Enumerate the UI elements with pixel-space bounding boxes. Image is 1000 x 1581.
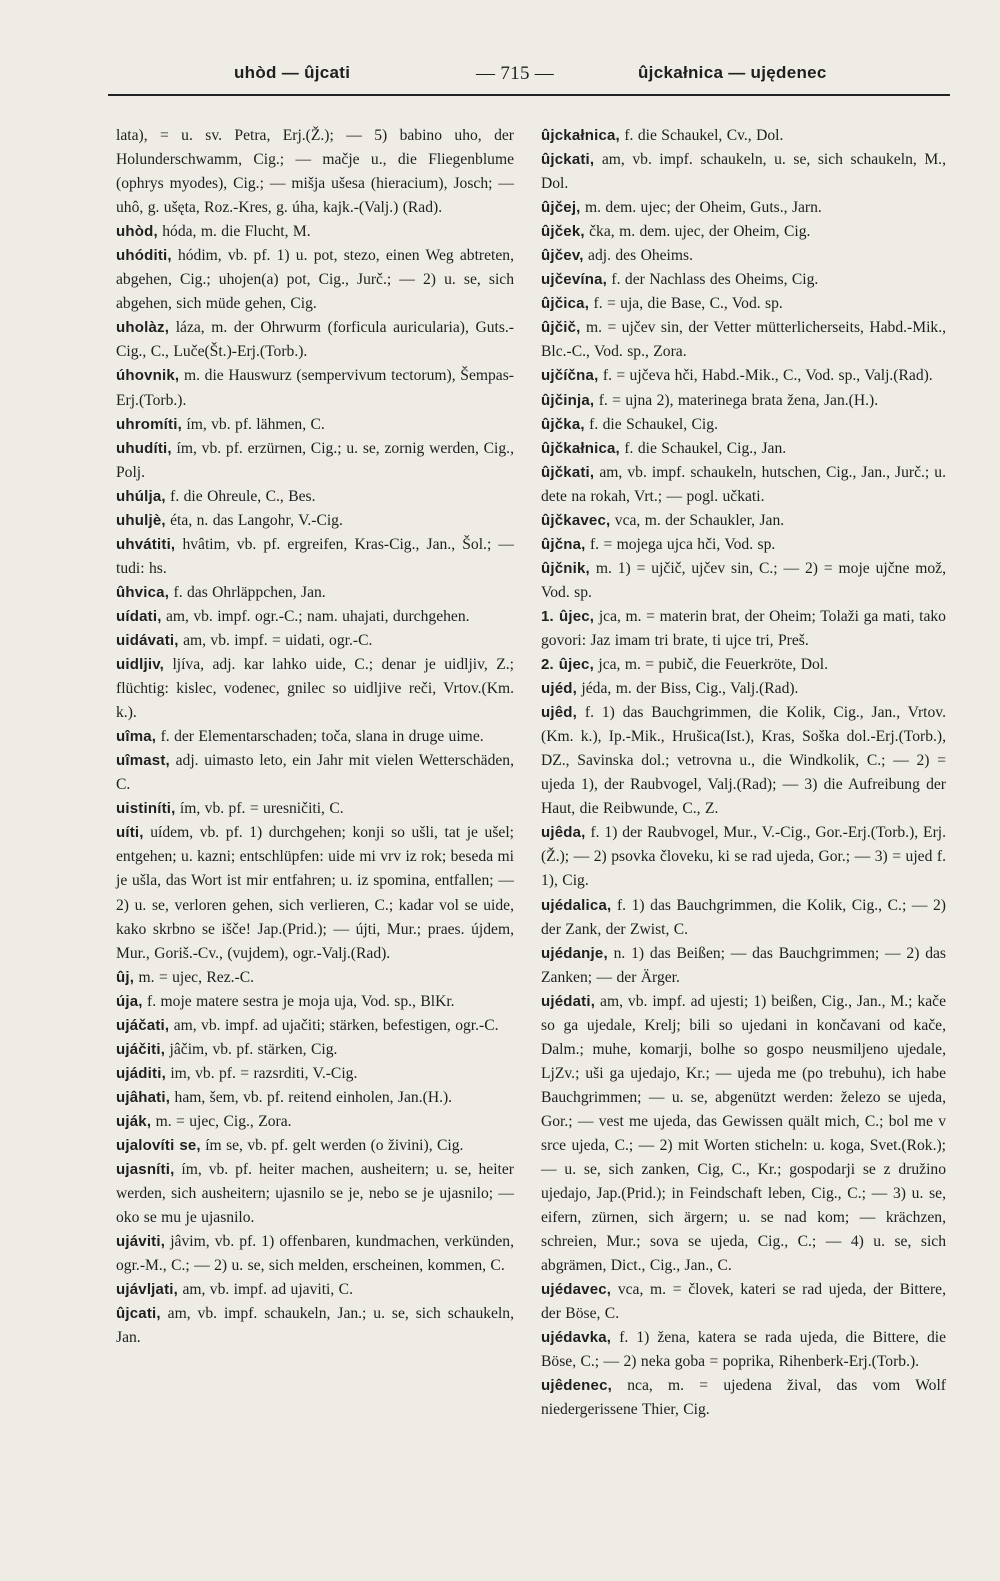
entry-headword: ujédavec,: [541, 1281, 612, 1299]
entry-definition: ljíva, adj. kar lahko uide, C.; denar je uidljiv, Z.; flüchtig: kislec, vodenec, gnilec so uidljive reči, Vrtov.(Km. k.).: [116, 656, 515, 722]
entry-headword: uíti,: [116, 824, 144, 842]
header-left-guideword: uhòd — ûjcati: [234, 63, 351, 82]
page-header: [108, 63, 946, 89]
dictionary-entry: [116, 1086, 514, 1110]
entry-headword: uidávati,: [116, 631, 179, 649]
entry-definition: f. = ujna 2), materinega brata žena, Jan.(H.).: [598, 391, 879, 409]
dictionary-entry: [541, 990, 946, 1279]
dictionary-entry: [541, 220, 946, 244]
entry-headword: ûjčinja,: [541, 391, 595, 409]
entry-definition: n. 1) das Beißen; — das Bauchgrimmen; — 2) das Zanken; — der Ärger.: [541, 944, 946, 986]
entry-definition: vca, m. = človek, kateri se rad ujeda, der Bittere, der Böse, C.: [541, 1281, 946, 1323]
dictionary-entry: [116, 605, 514, 629]
entry-definition: m. dem. ujec; der Oheim, Guts., Jarn.: [584, 199, 822, 217]
entry-definition: f. moje matere sestra je moja uja, Vod. sp., BlKr.: [147, 992, 455, 1010]
entry-headword: ujasníti,: [116, 1161, 175, 1179]
entry-definition: am, vb. impf. ogr.-C.; nam. uhajati, durchgehen.: [165, 607, 470, 625]
entry-definition: hóda, m. die Flucht, M.: [162, 223, 311, 241]
entry-headword: úja,: [116, 992, 143, 1010]
entry-definition: ím, vb. pf. erzürnen, Cig.; u. se, zornig werden, Cig., Polj.: [116, 439, 514, 481]
dictionary-entry: [116, 1134, 514, 1158]
dictionary-entry: [541, 196, 946, 220]
entry-definition: f. = uja, die Base, C., Vod. sp.: [593, 295, 783, 313]
entry-headword: ujéd,: [541, 680, 578, 698]
dictionary-entry: [116, 1230, 514, 1278]
dictionary-entry: [116, 629, 514, 653]
dictionary-entry: [116, 749, 514, 797]
dictionary-entry: [541, 894, 946, 942]
entry-definition: f. die Schaukel, Cig.: [589, 415, 718, 433]
entry-definition: lata), = u. sv. Petra, Erj.(Ž.); — 5) babino uho, der Holunderschwamm, Cig.; — mačje u., die Fliegenblume (ophrys myodes), Cig.; — mišja ušesa (hieracium), Josch; — uhô, g. ušęta, Roz.-Kres, g. úha, kajk.-(Valj.) (Rad).: [116, 127, 514, 217]
entry-definition: m. 1) = ujčič, ujčev sin, C.; — 2) = moje ujčne mož, Vod. sp.: [541, 559, 946, 601]
dictionary-entry: [541, 148, 946, 196]
entry-headword: ûjčkati,: [541, 463, 595, 481]
left-column: [116, 124, 514, 1350]
entry-headword: ûjčej,: [541, 199, 581, 217]
entry-definition: m. = ujčev sin, der Vetter mütterlicherseits, Habd.-Mik., Blc.-C., Vod. sp., Zora.: [541, 319, 946, 361]
entry-headword: úhovnik,: [116, 367, 180, 385]
entry-headword: ujčíčna,: [541, 367, 599, 385]
entry-definition: láza, m. der Ohrwurm (forficula auricularia), Guts.-Cig., C., Luče(Št.)-Erj.(Torb.).: [116, 319, 514, 361]
entry-headword: ujalovíti se,: [116, 1136, 201, 1154]
entry-headword: uhromíti,: [116, 415, 182, 433]
dictionary-entry: [116, 966, 514, 990]
entry-definition: vca, m. der Schaukler, Jan.: [614, 511, 785, 529]
entry-headword: ujáčiti,: [116, 1040, 166, 1058]
entry-definition: hódim, vb. pf. 1) u. pot, stezo, einen Weg abtreten, abgehen, Cig.; uhojen(a) pot, Cig., Jurč.; — 2) u. se, sich abgehen, sich müde gehen, Cig.: [116, 247, 514, 313]
header-right-guideword: ûjckałnica — ujędenec: [638, 63, 827, 82]
entry-headword: uídati,: [116, 607, 162, 625]
entry-headword: ujêdenec,: [541, 1377, 612, 1395]
entry-headword: ujêd,: [541, 704, 578, 722]
entry-headword: ujáviti,: [116, 1233, 166, 1251]
dictionary-entry: [116, 533, 514, 581]
dictionary-entry: [116, 244, 514, 316]
dictionary-entry: [541, 413, 946, 437]
entry-definition: ím, vb. pf. = uresničiti, C.: [179, 800, 344, 818]
right-column: [541, 124, 946, 1423]
entry-headword: ûjčkałnica,: [541, 439, 620, 457]
entry-definition: f. 1) der Raubvogel, Mur., V.-Cig., Gor.-Erj.(Torb.), Erj.(Ž.); — 2) psovka človeku, ki se rad ujeda, Gor.; — 3) = ujed f. 1), Cig.: [541, 824, 947, 890]
entry-definition: ím se, vb. pf. gelt werden (o živini), Cig.: [205, 1136, 464, 1154]
entry-headword: ûjčnik,: [541, 559, 590, 577]
dictionary-entry: [541, 509, 946, 533]
dictionary-entry: [541, 437, 946, 461]
dictionary-entry: [541, 461, 946, 509]
dictionary-entry: [116, 821, 514, 965]
dictionary-entry: [116, 1278, 514, 1302]
entry-headword: ujáditi,: [116, 1064, 166, 1082]
entry-definition: f. das Ohrläppchen, Jan.: [173, 583, 326, 601]
dictionary-entry: [541, 605, 946, 653]
dictionary-entry: [541, 268, 946, 292]
dictionary-entry: [541, 244, 946, 268]
dictionary-entry: [116, 1062, 514, 1086]
dictionary-entry: [541, 701, 946, 821]
dictionary-entry: [541, 942, 946, 990]
entry-definition: im, vb. pf. = razsrditi, V.-Cig.: [170, 1064, 358, 1082]
dictionary-entry: [541, 364, 946, 388]
entry-definition: ím, vb. pf. heiter machen, ausheitern; u. se, heiter werden, sich ausheitern; ujasnilo se je, nebo se je ujasnilo; — oko se mu je ujasnilo.: [116, 1161, 514, 1227]
entry-definition: f. der Elementarschaden; toča, slana in druge uime.: [160, 728, 484, 746]
entry-headword: ujédati,: [541, 992, 596, 1010]
entry-definition: jâčim, vb. pf. stärken, Cig.: [169, 1040, 338, 1058]
entry-definition: am, vb. impf. = uidati, ogr.-C.: [183, 631, 373, 649]
entry-headword: uholàz,: [116, 319, 170, 337]
entry-headword: ujávljati,: [116, 1281, 179, 1299]
entry-definition: jca, m. = materin brat, der Oheim; Tolaži ga mati, tako govori: Jaz imam tri brate, ti ujce tri, Preš.: [541, 607, 946, 649]
entry-definition: f. 1) das Bauchgrimmen, die Kolik, Cig., C.; — 2) der Zank, der Zwist, C.: [541, 896, 946, 938]
entry-definition: jca, m. = pubič, die Feuerkröte, Dol.: [598, 656, 828, 674]
entry-headword: ûjčka,: [541, 415, 585, 433]
dictionary-entry: [116, 1302, 514, 1350]
entry-definition: čka, m. dem. ujec, der Oheim, Cig.: [589, 223, 811, 241]
dictionary-entry: [541, 292, 946, 316]
entry-definition: f. = mojega ujca hči, Vod. sp.: [589, 535, 776, 553]
dictionary-entry: [541, 1374, 946, 1422]
entry-definition: éta, n. das Langohr, V.-Cig.: [170, 511, 343, 529]
entry-definition: f. 1) das Bauchgrimmen, die Kolik, Cig., Jan., Vrtov.(Km. k.), Ip.-Mik., Hrušica(Ist.), Kras, Soška dol.-Erj.(Torb.), DZ., Savinska dol.; vetrovna u., die Windkolik, C.; — 2) = ujeda 1), der Raubvogel, Valj.(Rad); — 3) die Aufreibung der Haut, die Reibwunde, C., Z.: [541, 704, 946, 818]
dictionary-entry: [541, 389, 946, 413]
entry-definition: nca, m. = ujedena žival, das vom Wolf niedergerissene Thier, Cig.: [541, 1377, 946, 1419]
entry-headword: uîmast,: [116, 752, 170, 770]
entry-definition: am, vb. impf. ad ujesti; 1) beißen, Cig., Jan., M.; kače so ga ujedale, Krelj; bili so ujedani in končavani od kače, Dalm.; muhe, komarji, bolhe so gospo neusmiljeno ujedale, LjZv.; uši ga ujedajo, Kr.; — ujeda me (po trebuhu), ich habe Bauchgrimmen; — u. se, abgenützt werden: železo se ujeda, Gor.; — vest me ujeda, das Gewissen quält mich, C.; bol me v srce ujeda, C.; — 2) mit Worten sticheln: u. koga, Svet.(Rok.); — u. se, sich zanken, Cig, C., Kr.; gospodarji se z družino ujedajo, Jap.(Prid.); in Feindschaft leben, Cig., C.; — 3) u. se, eifern, zürnen, sich ärgern; u. se nad kom; — krächzen, schreien, Mur.; sova se ujeda, Cig., C.; — 4) u. se, sich abgrämen, Dict., Cig., Jan., C.: [541, 992, 946, 1275]
entry-definition: jâvim, vb. pf. 1) offenbaren, kundmachen, verkünden, ogr.-M., C.; — 2) u. se, sich melden, erscheinen, kommen, C.: [116, 1233, 514, 1275]
entry-headword: ujédanje,: [541, 944, 608, 962]
entry-headword: 2. ûjec,: [541, 656, 594, 674]
entry-definition: jéda, m. der Biss, Cig., Valj.(Rad).: [581, 680, 799, 698]
dictionary-entry: [116, 509, 514, 533]
entry-headword: uhvátiti,: [116, 535, 176, 553]
entry-headword: uidljiv,: [116, 656, 164, 674]
entry-headword: uîma,: [116, 728, 157, 746]
header-rule: [108, 94, 950, 96]
entry-headword: ujáčati,: [116, 1016, 170, 1034]
dictionary-entry: [541, 1326, 946, 1374]
entry-definition: uídem, vb. pf. 1) durchgehen; konji so ušli, tat je ušel; entgehen; u. kazni; entschlüpfen: uide mi vrv iz rok; beseda mi je ušla, das Wort ist mir entfahren; u. iz spomina, entfallen; — 2) u. se, verloren gehen, sich verlieren, C.; kadar vol se uide, kako skrbno se išče! Jap.(Prid.); — újti, Mur.; praes. újdem, Mur., Goriš.-Cv., (vujdem), ogr.-Valj.(Rad).: [116, 824, 514, 962]
entry-definition: f. die Schaukel, Cig., Jan.: [624, 439, 787, 457]
entry-headword: ujâhati,: [116, 1088, 171, 1106]
dictionary-entry: [116, 1158, 514, 1230]
dictionary-entry: [541, 557, 946, 605]
entry-definition: m. = ujec, Cig., Zora.: [155, 1112, 292, 1130]
entry-headword: ûjckati,: [541, 151, 595, 169]
entry-definition: f. die Schaukel, Cv., Dol.: [624, 127, 784, 144]
entry-definition: adj. uimasto leto, ein Jahr mit vielen Wetterschäden, C.: [116, 752, 514, 794]
entry-headword: uhudíti,: [116, 439, 172, 457]
entry-headword: ûjček,: [541, 223, 585, 241]
entry-headword: uhuljè,: [116, 511, 166, 529]
entry-definition: f. = ujčeva hči, Habd.-Mik., C., Vod. sp., Valj.(Rad).: [602, 367, 933, 385]
entry-definition: f. die Ohreule, C., Bes.: [170, 487, 316, 505]
dictionary-entry: [116, 1110, 514, 1134]
dictionary-entry: [116, 413, 514, 437]
entry-headword: uistiníti,: [116, 800, 176, 818]
page-number: — 715 —: [476, 63, 555, 84]
entry-definition: am, vb. impf. schaukeln, hutschen, Cig., Jan., Jurč.; u. dete na rokah, Vrt.; — pogl. učkati.: [541, 463, 946, 505]
dictionary-entry: [541, 677, 946, 701]
dictionary-entry: [116, 316, 514, 364]
entry-headword: ujêda,: [541, 824, 586, 842]
dictionary-entry: [541, 124, 946, 148]
entry-definition: m. die Hauswurz (sempervivum tectorum), Šempas-Erj.(Torb.).: [116, 367, 514, 409]
entry-headword: ujédalica,: [541, 896, 612, 914]
entry-definition: f. der Nachlass des Oheims, Cig.: [611, 271, 819, 289]
entry-headword: ûjcati,: [116, 1305, 161, 1323]
entry-headword: uhóditi,: [116, 247, 172, 265]
entry-headword: ûjčna,: [541, 535, 586, 553]
dictionary-entry: [116, 581, 514, 605]
dictionary-entry: [116, 653, 514, 725]
dictionary-entry: [116, 364, 514, 412]
entry-headword: ujčevína,: [541, 271, 607, 289]
entry-headword: uják,: [116, 1112, 152, 1130]
entry-definition: am, vb. impf. ad ujaviti, C.: [182, 1281, 353, 1299]
entry-definition: f. 1) žena, katera se rada ujeda, die Bittere, die Böse, C.; — 2) neka goba = poprika, Rihenberk-Erj.(Torb.).: [541, 1329, 946, 1371]
dictionary-entry: [116, 797, 514, 821]
dictionary-entry: [541, 316, 946, 364]
entry-definition: am, vb. impf. schaukeln, Jan.; u. se, sich schaukeln, Jan.: [116, 1305, 514, 1347]
dictionary-entry: [116, 1014, 514, 1038]
entry-headword: ûjčkavec,: [541, 511, 611, 529]
entry-headword: ûjčev,: [541, 247, 584, 265]
entry-definition: am, vb. impf. ad ujačiti; stärken, befestigen, ogr.-C.: [173, 1016, 499, 1034]
dictionary-entry: [541, 653, 946, 677]
dictionary-entry: [116, 124, 514, 220]
dictionary-entry: [541, 533, 946, 557]
entry-headword: ûjckałnica,: [541, 127, 620, 144]
entry-definition: ím, vb. pf. lähmen, C.: [186, 415, 325, 433]
entry-headword: ûjčica,: [541, 295, 590, 313]
entry-definition: am, vb. impf. schaukeln, u. se, sich schaukeln, M., Dol.: [541, 151, 946, 193]
entry-headword: uhúlja,: [116, 487, 166, 505]
entry-headword: uhòd,: [116, 223, 158, 241]
entry-headword: ûj,: [116, 968, 135, 986]
dictionary-entry: [541, 821, 946, 893]
entry-definition: hvâtim, vb. pf. ergreifen, Kras-Cig., Jan., Šol.; — tudi: hs.: [116, 535, 515, 577]
dictionary-entry: [116, 485, 514, 509]
dictionary-entry: [116, 437, 514, 485]
dictionary-entry: [116, 725, 514, 749]
entry-definition: adj. des Oheims.: [588, 247, 693, 265]
entry-headword: ûhvica,: [116, 583, 170, 601]
dictionary-entry: [116, 990, 514, 1014]
entry-definition: m. = ujec, Rez.-C.: [138, 968, 255, 986]
entry-headword: 1. ûjec,: [541, 607, 595, 625]
entry-headword: ûjčič,: [541, 319, 581, 337]
entry-headword: ujédavka,: [541, 1329, 612, 1347]
dictionary-entry: [541, 1278, 946, 1326]
dictionary-entry: [116, 1038, 514, 1062]
entry-definition: ham, šem, vb. pf. reitend einholen, Jan.(H.).: [174, 1088, 453, 1106]
dictionary-entry: [116, 220, 514, 244]
